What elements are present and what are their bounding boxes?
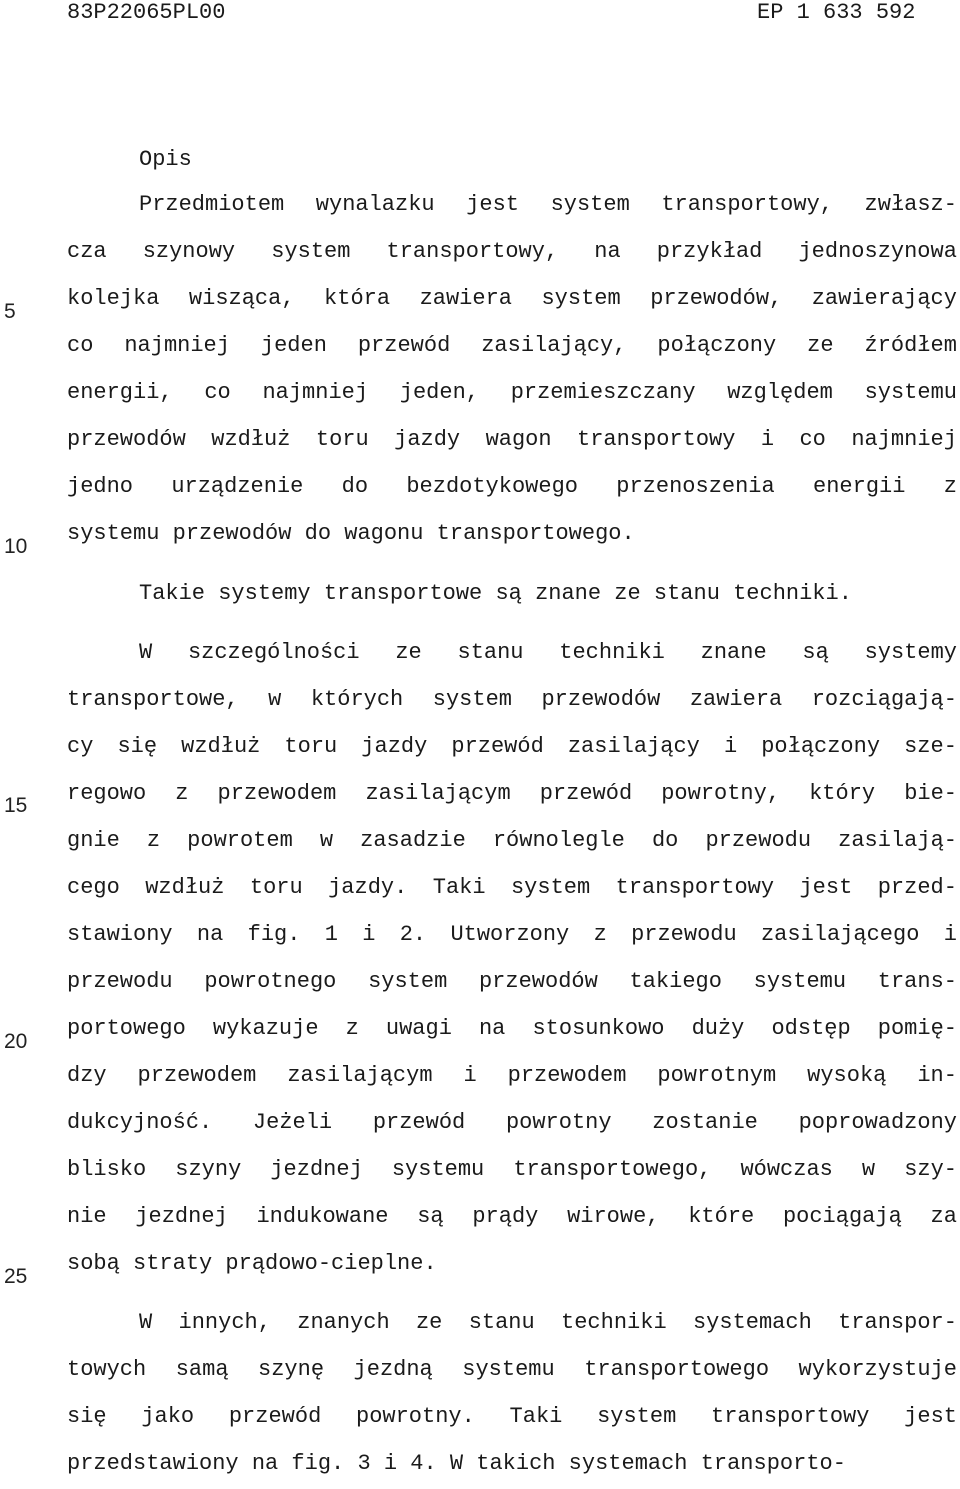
text-line: przedstawiony na fig. 3 i 4. W takich systemach transporto- bbox=[67, 1451, 846, 1476]
text-line: cego wzdłuż toru jazdy. Taki system transportowy jest przed- bbox=[67, 875, 957, 900]
text-line: W szczególności ze stanu techniki znane są systemy bbox=[139, 640, 957, 665]
text-line: dukcyjność. Jeżeli przewód powrotny zostanie poprowadzony bbox=[67, 1110, 957, 1135]
text-line: cza szynowy system transportowy, na przykład jednoszynowa bbox=[67, 239, 957, 264]
text-line: co najmniej jeden przewód zasilający, połączony ze źródłem bbox=[67, 333, 957, 358]
line-number-5: 5 bbox=[4, 300, 16, 323]
text-line: regowo z przewodem zasilającym przewód powrotny, który bie- bbox=[67, 781, 957, 806]
section-title: Opis bbox=[139, 147, 192, 172]
text-line: systemu przewodów do wagonu transportowego. bbox=[67, 521, 635, 546]
text-line: jedno urządzenie do bezdotykowego przenoszenia energii z bbox=[67, 474, 957, 499]
text-line: nie jezdnej indukowane są prądy wirowe, które pociągają za bbox=[67, 1204, 957, 1229]
text-line: transportowe, w których system przewodów zawiera rozciągają- bbox=[67, 687, 957, 712]
text-line: towych samą szynę jezdną systemu transportowego wykorzystuje bbox=[67, 1357, 957, 1382]
text-line: Przedmiotem wynalazku jest system transportowy, zwłasz- bbox=[139, 192, 957, 217]
text-line: przewodów wzdłuż toru jazdy wagon transportowy i co najmniej bbox=[67, 427, 957, 452]
text-line: przewodu powrotnego system przewodów takiego systemu trans- bbox=[67, 969, 957, 994]
text-line: dzy przewodem zasilającym i przewodem powrotnym wysoką in- bbox=[67, 1063, 957, 1088]
text-line: Takie systemy transportowe są znane ze stanu techniki. bbox=[139, 581, 852, 606]
text-line: stawiony na fig. 1 i 2. Utworzony z przewodu zasilającego i bbox=[67, 922, 957, 947]
text-line: portowego wykazuje z uwagi na stosunkowo duży odstęp pomię- bbox=[67, 1016, 957, 1041]
document-code: 83P22065PL00 bbox=[67, 0, 226, 25]
line-number-20: 20 bbox=[4, 1030, 28, 1053]
text-line: gnie z powrotem w zasadzie równolegle do przewodu zasilają- bbox=[67, 828, 957, 853]
text-line: cy się wzdłuż toru jazdy przewód zasilający i połączony sze- bbox=[67, 734, 957, 759]
line-number-25: 25 bbox=[4, 1265, 28, 1288]
text-line: sobą straty prądowo-cieplne. bbox=[67, 1251, 437, 1276]
text-line: energii, co najmniej jeden, przemieszczany względem systemu bbox=[67, 380, 957, 405]
line-number-10: 10 bbox=[4, 535, 28, 558]
text-line: W innych, znanych ze stanu techniki systemach transpor- bbox=[139, 1310, 957, 1335]
patent-number: EP 1 633 592 bbox=[757, 0, 916, 25]
text-line: kolejka wisząca, która zawiera system przewodów, zawierający bbox=[67, 286, 957, 311]
line-number-15: 15 bbox=[4, 794, 28, 817]
text-line: się jako przewód powrotny. Taki system transportowy jest bbox=[67, 1404, 957, 1429]
text-line: blisko szyny jezdnej systemu transportowego, wówczas w szy- bbox=[67, 1157, 957, 1182]
